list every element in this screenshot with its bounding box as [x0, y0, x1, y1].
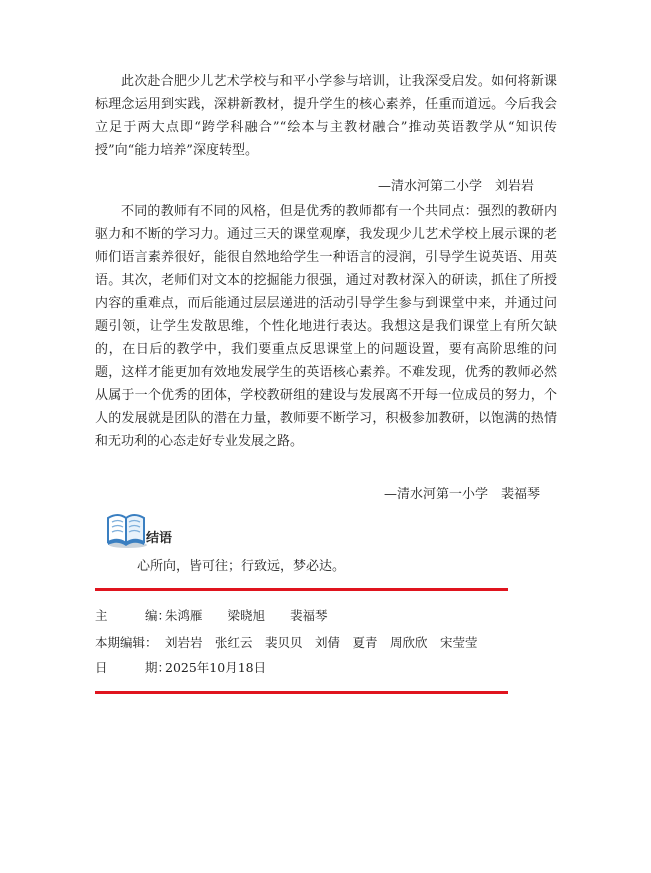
signature-2: —清水河第一小学 裴福琴	[384, 487, 541, 502]
credit-chief-label: 主 编：	[95, 608, 171, 623]
credit-date	[95, 659, 266, 677]
book-icon	[104, 509, 148, 549]
credit-editors-label: 本期编辑：	[95, 635, 158, 650]
conclusion-text: 心所向，皆可往；行致远，梦必达。	[137, 559, 346, 574]
paragraph-2: 不同的教师有不同的风格，但是优秀的教师都有一个共同点：强烈的教研内驱力和不断的学习力。通过三天的课堂观摩，我发现少儿艺术学校上展示课的老师们语言素养很好，能很自然地给学生一种语言的浸润，引导学生说英语、用英语。其次，老师们对文本的挖掘能力很强，通过对教材深入的研读，抓住了所授内容的重难点，而后能通过层层递进的活动引导学生参与到课堂中来，并通过问题引领，让学生发散思维，个性化地进行表达。我想这是我们课堂上有所欠缺的，在日后的教学中，我们要重点反思课堂上的问题设置，要有高阶思维的问题，这样才能更加有效地发展学生的英语核心素养。不难发现，优秀的教师必然从属于一个优秀的团体，学校教研组的建设与发展离不开每一位成员的努力，个人的发展就是团队的潜在力量，教师要不断学习，积极参加教研，以饱满的热情和无功利的心态走好专业发展之路。	[95, 204, 557, 449]
credit-date-value: 2025年10月18日	[165, 660, 267, 675]
credit-editors	[95, 634, 478, 652]
credit-date-label: 日 期：	[95, 660, 171, 675]
signature-1: —清水河第二小学 刘岩岩	[378, 179, 535, 194]
credit-chief-editor	[95, 607, 328, 625]
divider-top	[95, 588, 508, 591]
paragraph-1: 此次赴合肥少儿艺术学校与和平小学参与培训，让我深受启发。如何将新课标理念运用到实践，深耕新教材，提升学生的核心素养，任重而道远。今后我会立足于两大点即“跨学科融合”“绘本与主教材融合”推动英语教学从“知识传授”向“能力培养”深度转型。	[95, 74, 557, 158]
conclusion-heading	[104, 509, 224, 549]
divider-bottom	[95, 691, 508, 694]
conclusion-title: 结语	[146, 531, 173, 546]
credit-chief-names: 朱鸿雁 梁晓旭 裴福琴	[165, 608, 328, 623]
credit-editors-names: 刘岩岩 张红云 裴贝贝 刘倩 夏青 周欣欣 宋莹莹	[165, 635, 478, 650]
